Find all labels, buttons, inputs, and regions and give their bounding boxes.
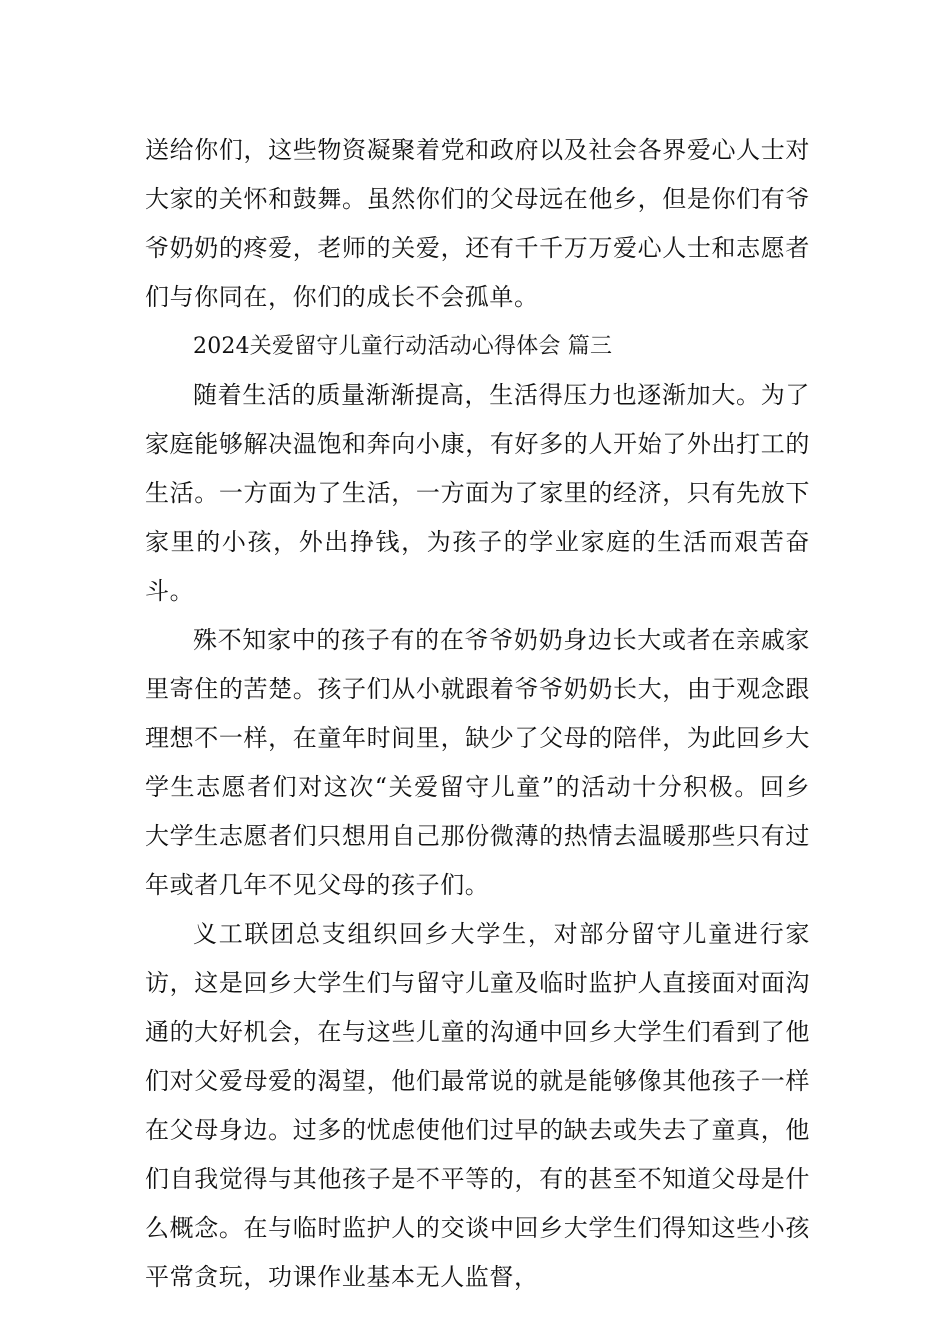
paragraph-2: 殊不知家中的孩子有的在爷爷奶奶身边长大或者在亲戚家里寄住的苦楚。孩子们从小就跟着爷爷奶奶长大，由于观念跟理想不一样，在童年时间里，缺少了父母的陪伴，为此回乡大学生志愿者们对这次“关爱留守儿童”的活动十分积极。回乡大学生志愿者们只想用自己那份微薄的热情去温暖那些只有过年或者几年不见父母的孩子们。 (145, 626, 810, 899)
paragraph-3: 义工联团总支组织回乡大学生，对部分留守儿童进行家访，这是回乡大学生们与留守儿童及临时监护人直接面对面沟通的大好机会，在与这些儿童的沟通中回乡大学生们看到了他们对父爱母爱的渴望，他们最常说的就是能够像其他孩子一样在父母身边。过多的忧虑使他们过早的缺去或失去了童真，他们自我觉得与其他孩子是不平等的，有的甚至不知道父母是什么概念。在与临时监护人的交谈中回乡大学生们得知这些小孩平常贪玩，功课作业基本无人监督， (145, 920, 810, 1291)
document-body (145, 126, 810, 1302)
paragraph-1: 随着生活的质量渐渐提高，生活得压力也逐渐加大。为了家庭能够解决温饱和奔向小康，有好多的人开始了外出打工的生活。一方面为了生活，一方面为了家里的经济，只有先放下家里的小孩，外出挣钱，为孩子的学业家庭的生活而艰苦奋斗。 (145, 381, 810, 605)
paragraph-continued: 送给你们，这些物资凝聚着党和政府以及社会各界爱心人士对大家的关怀和鼓舞。虽然你们的父母远在他乡，但是你们有爷爷奶奶的疼爱，老师的关爱，还有千千万万爱心人士和志愿者们与你同在，你们的成长不会孤单。 (145, 136, 810, 311)
section-heading: 2024关爱留守儿童行动活动心得体会 篇三 (193, 334, 613, 359)
